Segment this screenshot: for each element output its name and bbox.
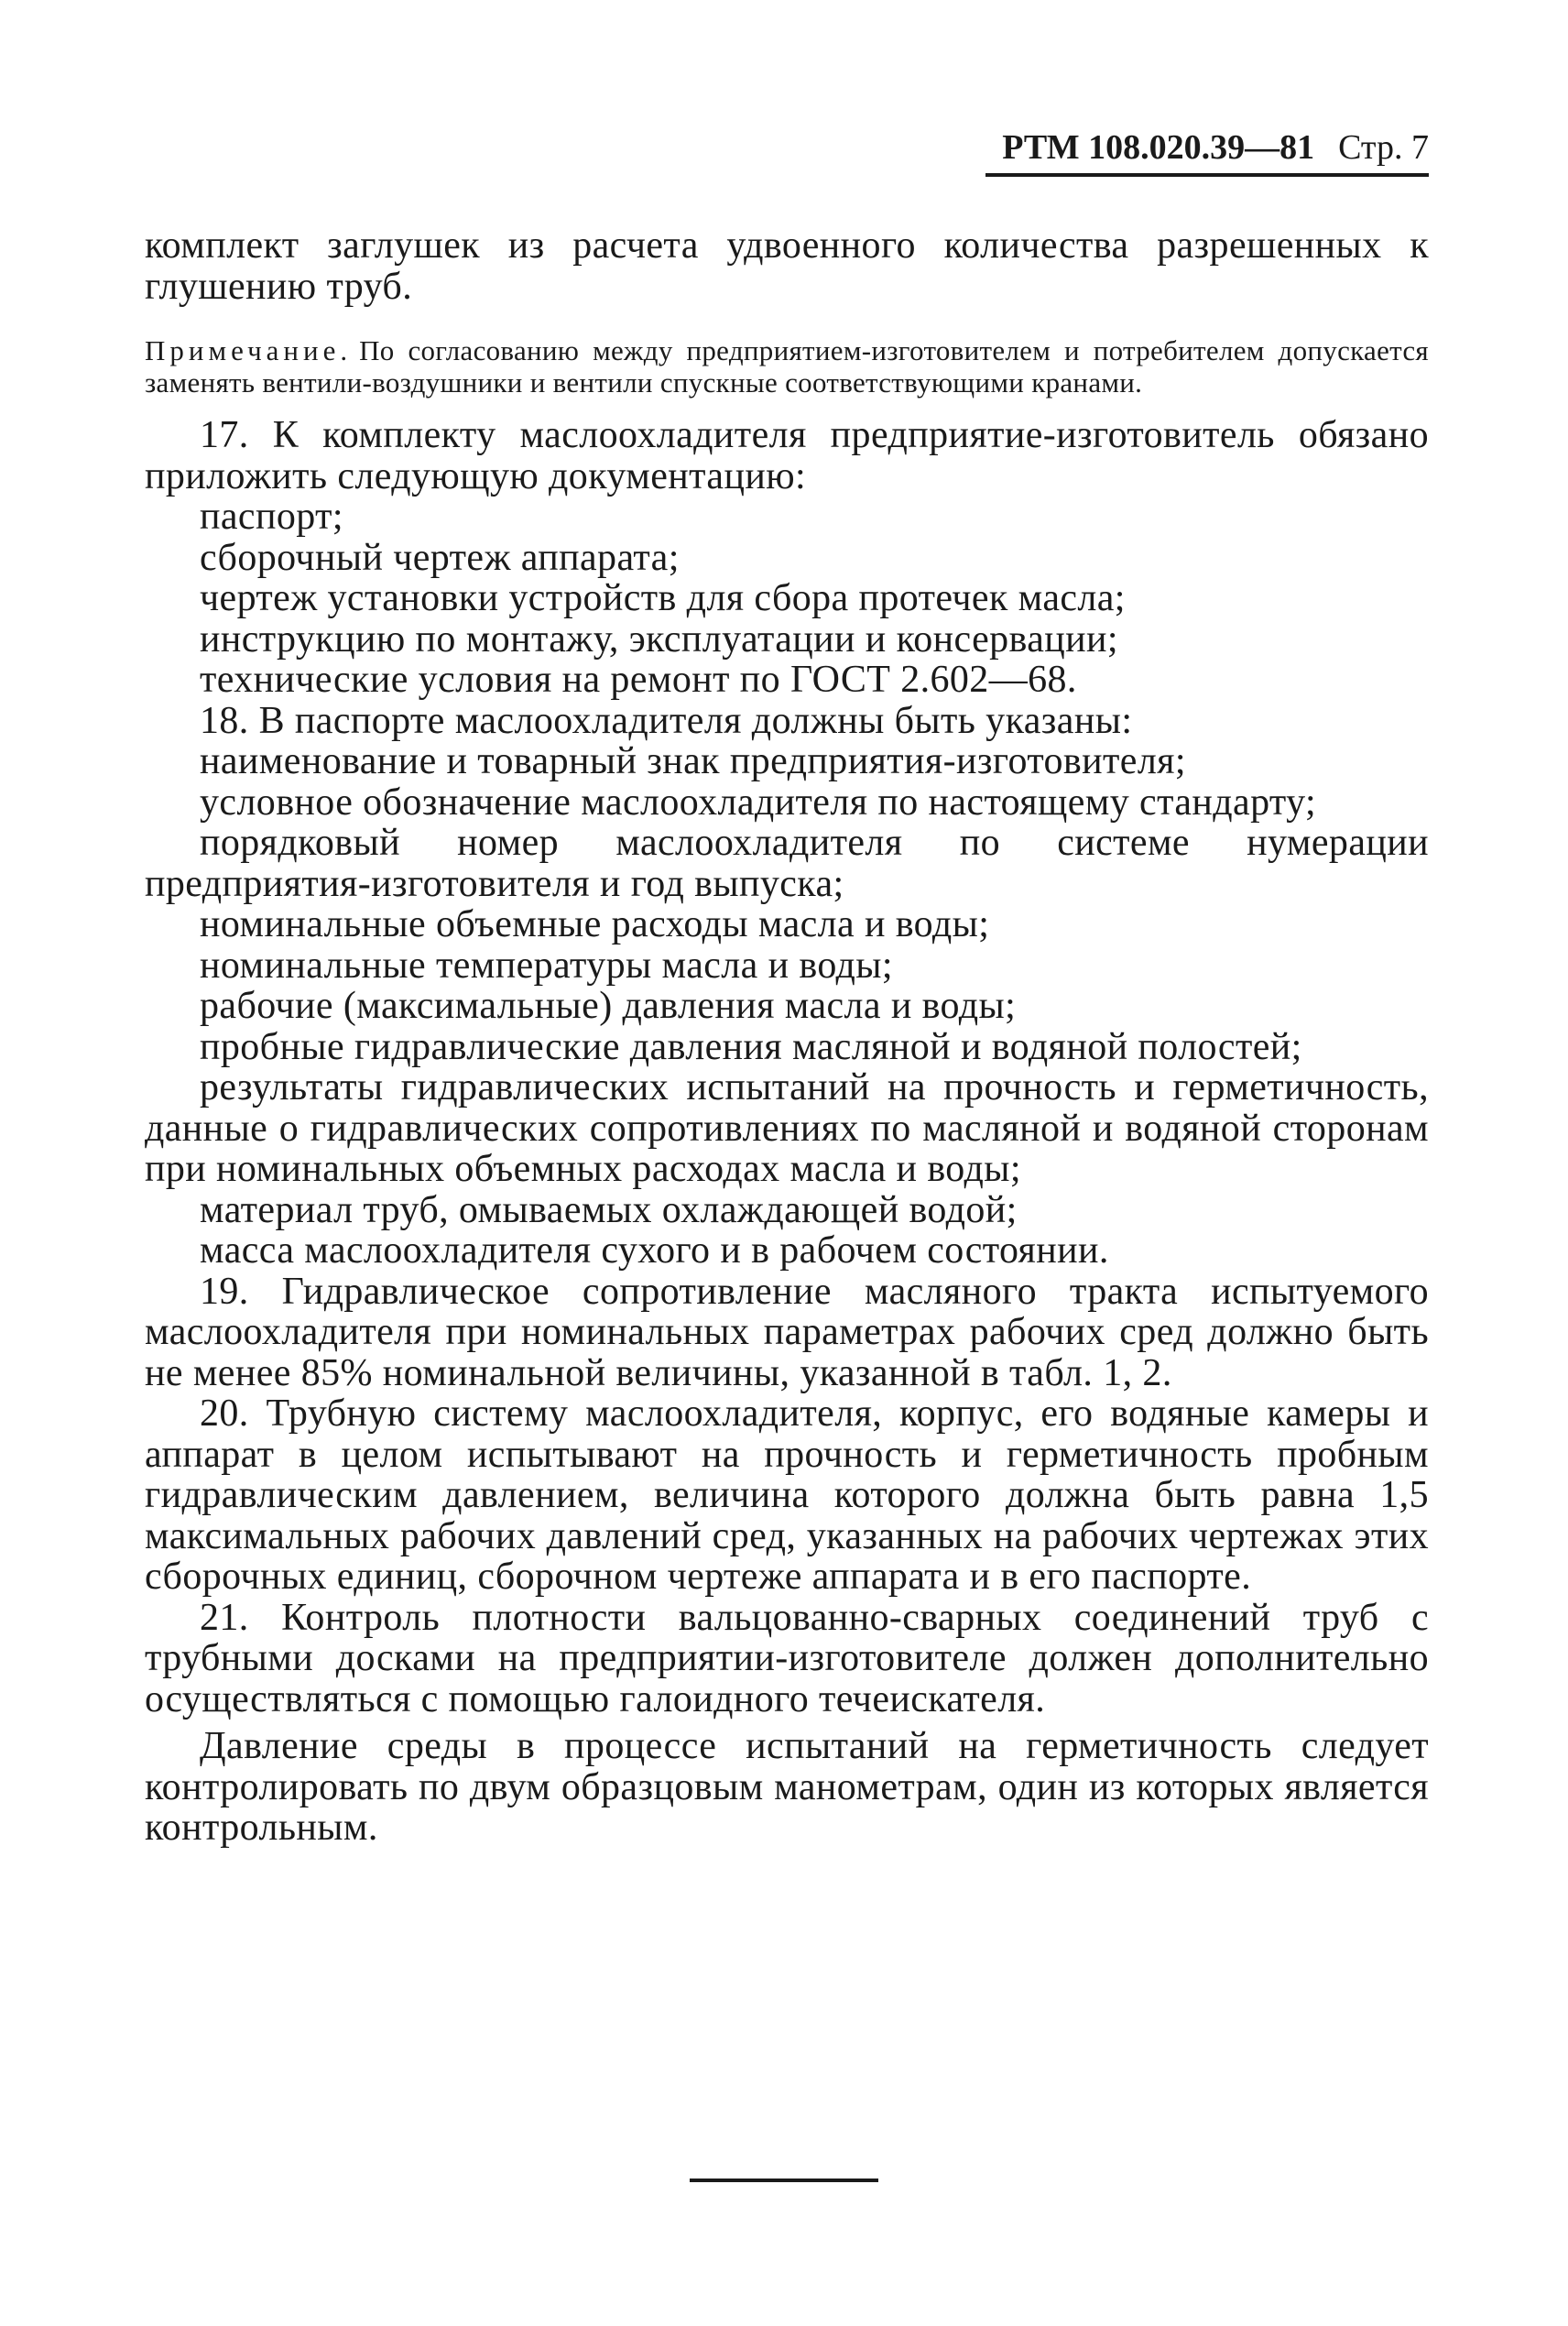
list-item: результаты гидравлических испытаний на прочность и герметичность, данные о гидравлических сопротивлениях по масляной и водяной сторонам при номинальных объемных расходах масла и воды; (145, 1066, 1429, 1190)
list-item: условное обозначение маслоохладителя по настоящему стандарту; (200, 781, 1317, 824)
list-item: инструкцию по монтажу, эксплуатации и консервации; (200, 617, 1118, 661)
list-item: пробные гидравлические давления масляной и водяной полостей; (200, 1025, 1302, 1068)
note-label: Примечание. (145, 334, 353, 366)
list-item: номинальные объемные расходы масла и воды; (200, 903, 990, 945)
list-item: чертеж установки устройств для сбора протечек масла; (200, 577, 1126, 619)
page-number: Стр. 7 (1338, 128, 1429, 167)
list-item: рабочие (максимальные) давления масла и воды; (200, 985, 1017, 1027)
list-item: масса маслоохладителя сухого и в рабочем состоянии. (200, 1229, 1109, 1272)
paragraph: 20. Трубную систему маслоохладителя, корпус, его водяные камеры и аппарат в целом испытывают на прочность и герметичность пробным гидравлическим давлением, величина которого должна быть равна 1,5 максимальных рабочих давлений сред, указанных на рабочих чертежах этих сборочных единиц, сборочном чертеже аппарата и в его паспорте. (145, 1392, 1429, 1598)
page-header (985, 127, 1429, 177)
note-text: По согласованию между предприятием-изготовителем и потребителем допускается заменять вентили-воздушники и вентили спускные соответствующими кранами. (145, 334, 1429, 399)
list-item: сборочный чертеж аппарата; (200, 536, 680, 579)
paragraph: 18. В паспорте маслоохладителя должны быть указаны: (200, 699, 1133, 742)
list-item: наименование и товарный знак предприятия-изготовителя; (200, 740, 1186, 782)
document-number: РТМ 108.020.39—81 (1002, 128, 1315, 167)
paragraph: Давление среды в процессе испытаний на герметичность следует контролировать по двум образцовым манометрам, один из которых является контрольным. (145, 1725, 1429, 1849)
paragraph: 21. Контроль плотности вальцованно-сварных соединений труб с трубными досками на предприятии-изготовителе должен дополнительно осуществляться с помощью галоидного течеискателя. (145, 1596, 1429, 1720)
paragraph: 17. К комплекту маслоохладителя предприятие-изготовитель обязано приложить следующую документацию: (145, 414, 1429, 497)
paragraph: комплект заглушек из расчета удвоенного количества разрешенных к глушению труб. (145, 224, 1429, 308)
list-item: материал труб, омываемых охлаждающей водой; (200, 1188, 1018, 1231)
paragraph: 19. Гидравлическое сопротивление масляного тракта испытуемого маслоохладителя при номинальных параметрах рабочих сред должно быть не менее 85% номинальной величины, указанной в табл. 1, 2. (145, 1270, 1429, 1394)
note (145, 334, 1429, 399)
list-item: порядковый номер маслоохладителя по системе нумерации предприятия-изготовителя и год выпуска; (145, 822, 1429, 905)
list-item: технические условия на ремонт по ГОСТ 2.602—68. (200, 659, 1077, 701)
list-item: паспорт; (200, 496, 343, 538)
list-item: номинальные температуры масла и воды; (200, 944, 893, 987)
document-body (145, 225, 1429, 1849)
end-divider (690, 2179, 878, 2182)
